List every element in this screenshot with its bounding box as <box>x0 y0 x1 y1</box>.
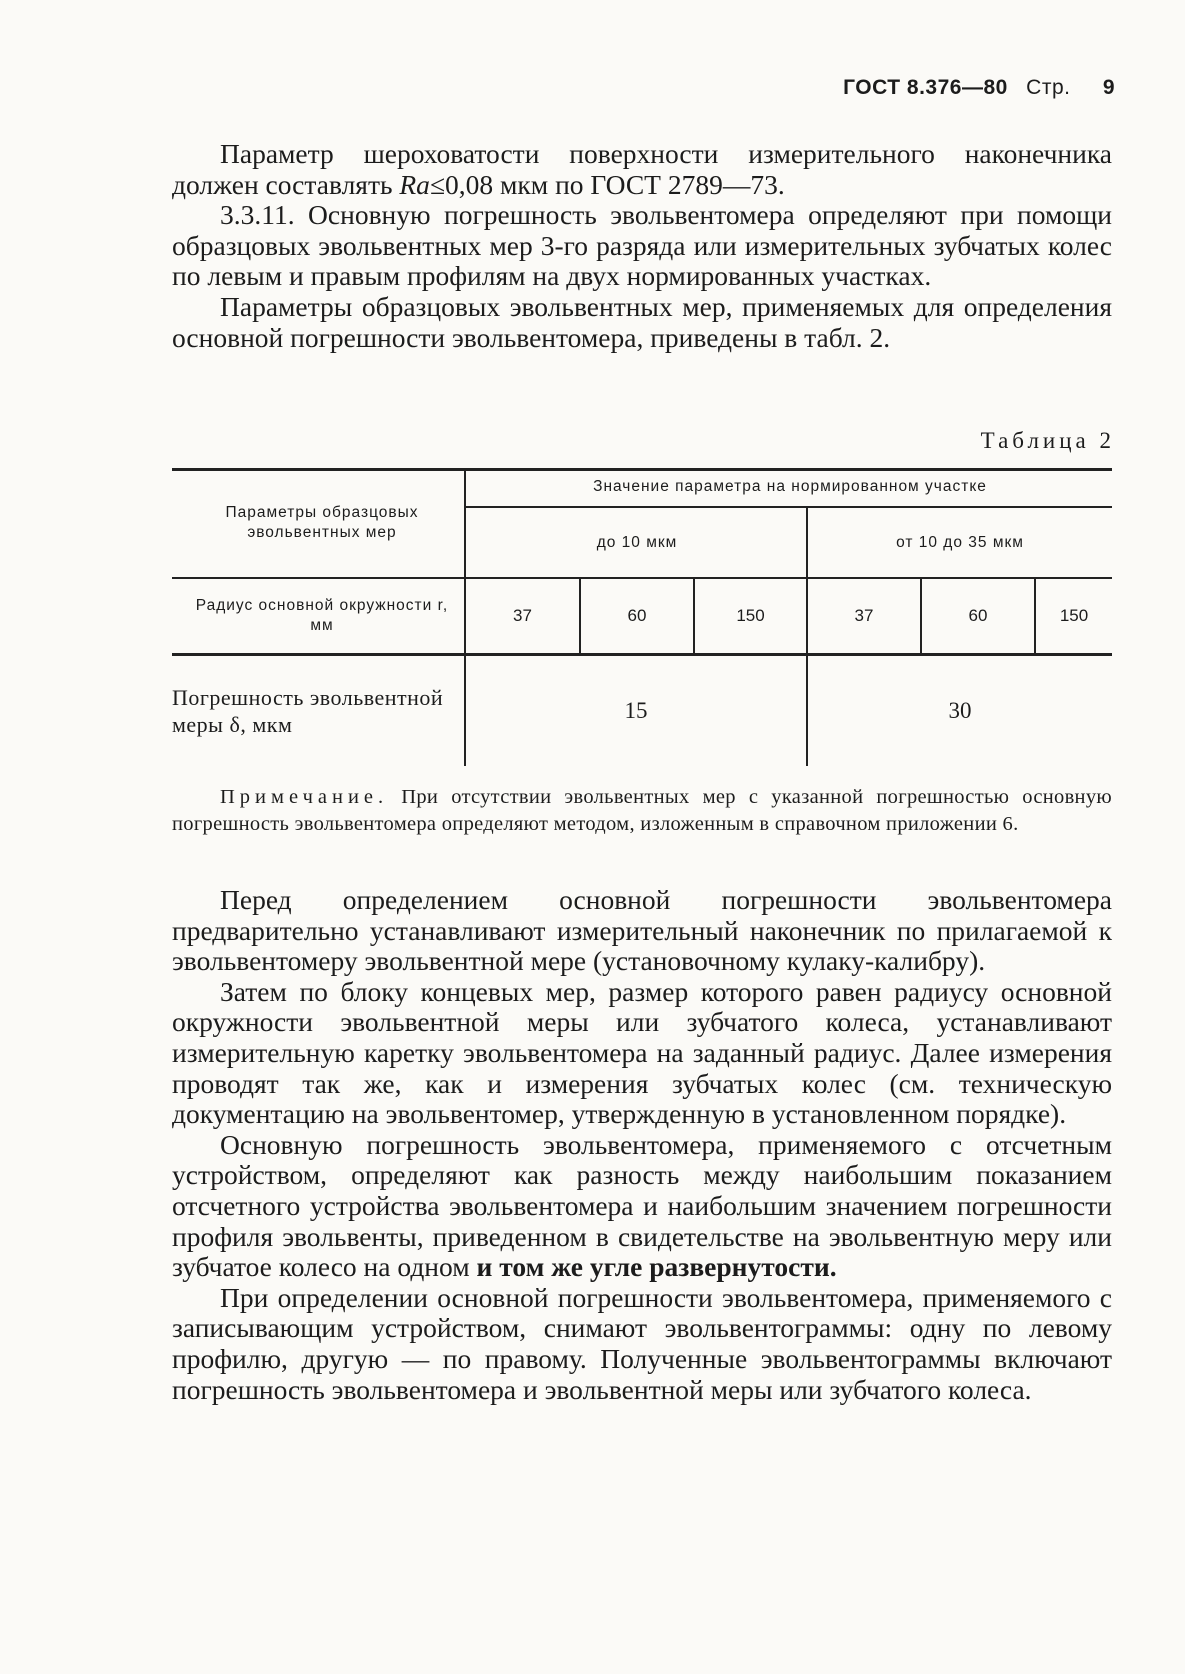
body-text-bottom <box>172 885 1112 1405</box>
paragraph: При определении основной погрешности эвольвентомера, применяемого с записывающим устройством, снимают эвольвентограммы: одну по левому профилю, другую — по правому. Полученные эвольвентограммы включают погрешность эвольвентомера и эвольвентной меры или зубчатого колеса. <box>172 1281 1112 1405</box>
bold-phrase: и том же угле развернутости. <box>476 1251 837 1283</box>
standard-number: ГОСТ 8.376—80 <box>843 76 1008 99</box>
table-cell: 30 <box>948 698 972 723</box>
table-cell: 60 <box>968 606 988 625</box>
table-cell: 15 <box>624 698 648 723</box>
ra-symbol: Ra <box>399 168 430 200</box>
range-header: до 10 мкм <box>596 533 678 551</box>
table-2 <box>172 468 1112 768</box>
table-note <box>172 784 1112 838</box>
range-header: от 10 до 35 мкм <box>896 533 1024 551</box>
paragraph: 3.3.11. Основную погрешность эвольвентомера определяют при помощи образцовых эвольвентных мер 3-го разряда или измерительных зубчатых колес по левым и правым профилям на двух нормированных участках. <box>172 199 1112 292</box>
table-cell: 60 <box>627 606 647 625</box>
table-cell: 37 <box>854 606 874 625</box>
page-label: Стр. <box>1026 76 1071 99</box>
corner-header: Параметры образцовых эвольвентных мер <box>225 503 419 541</box>
group-header: Значение параметра на нормированном участке <box>593 478 987 495</box>
paragraph: Параметры образцовых эвольвентных мер, применяемых для определения основной погрешности эвольвентомера, приведены в табл. 2. <box>172 290 1112 353</box>
paragraph: Перед определением основной погрешности эвольвентомера предварительно устанавливают измерительный наконечник по прилагаемой к эвольвентомеру эвольвентной мере (установочному кулаку-калибру). <box>172 884 1112 977</box>
paragraph: Основную погрешность эвольвентомера, применяемого с отсчетным устройством, определяют как разность между наибольшим показанием отсчетного устройства эвольвентомера и наибольшим значением погрешности профиля эвольвенты, приведенном в свидетельстве на эвольвентную меру или зубчатое колесо на одном и том же угле развернутости. <box>172 1128 1112 1283</box>
table-cell: 37 <box>513 606 532 625</box>
row-label-error: Погрешность эвольвентной меры δ, мкм <box>172 685 444 737</box>
page-number: 9 <box>1102 76 1115 99</box>
page-header <box>843 76 1115 100</box>
note-label: Примечание. <box>220 786 389 808</box>
body-text-top <box>172 139 1112 353</box>
table-caption: Таблица 2 <box>980 428 1115 453</box>
table-cell: 150 <box>736 606 765 625</box>
note-text: При отсутствии эвольвентных мер с указанной погрешностью основную погрешность эвольвентомера определяют методом, изложенным в справочном приложении 6. <box>172 786 1112 835</box>
paragraph: Затем по блоку концевых мер, размер которого равен радиусу основной окружности эвольвентной меры или зубчатого колеса, устанавливают измерительную каретку эвольвентомера на заданный радиус. Далее измерения проводят так же, как и измерения зубчатых колес (см. техническую документацию на эвольвентомер, утвержденную в установленном порядке). <box>172 975 1112 1130</box>
table-cell: 150 <box>1059 606 1089 625</box>
paragraph: Параметр шероховатости поверхности измерительного наконечника должен составлять Ra≤0,08 мкм по ГОСТ 2789—73. <box>172 138 1112 200</box>
row-label-radius: Радиус основной окружности r, мм <box>195 597 449 634</box>
